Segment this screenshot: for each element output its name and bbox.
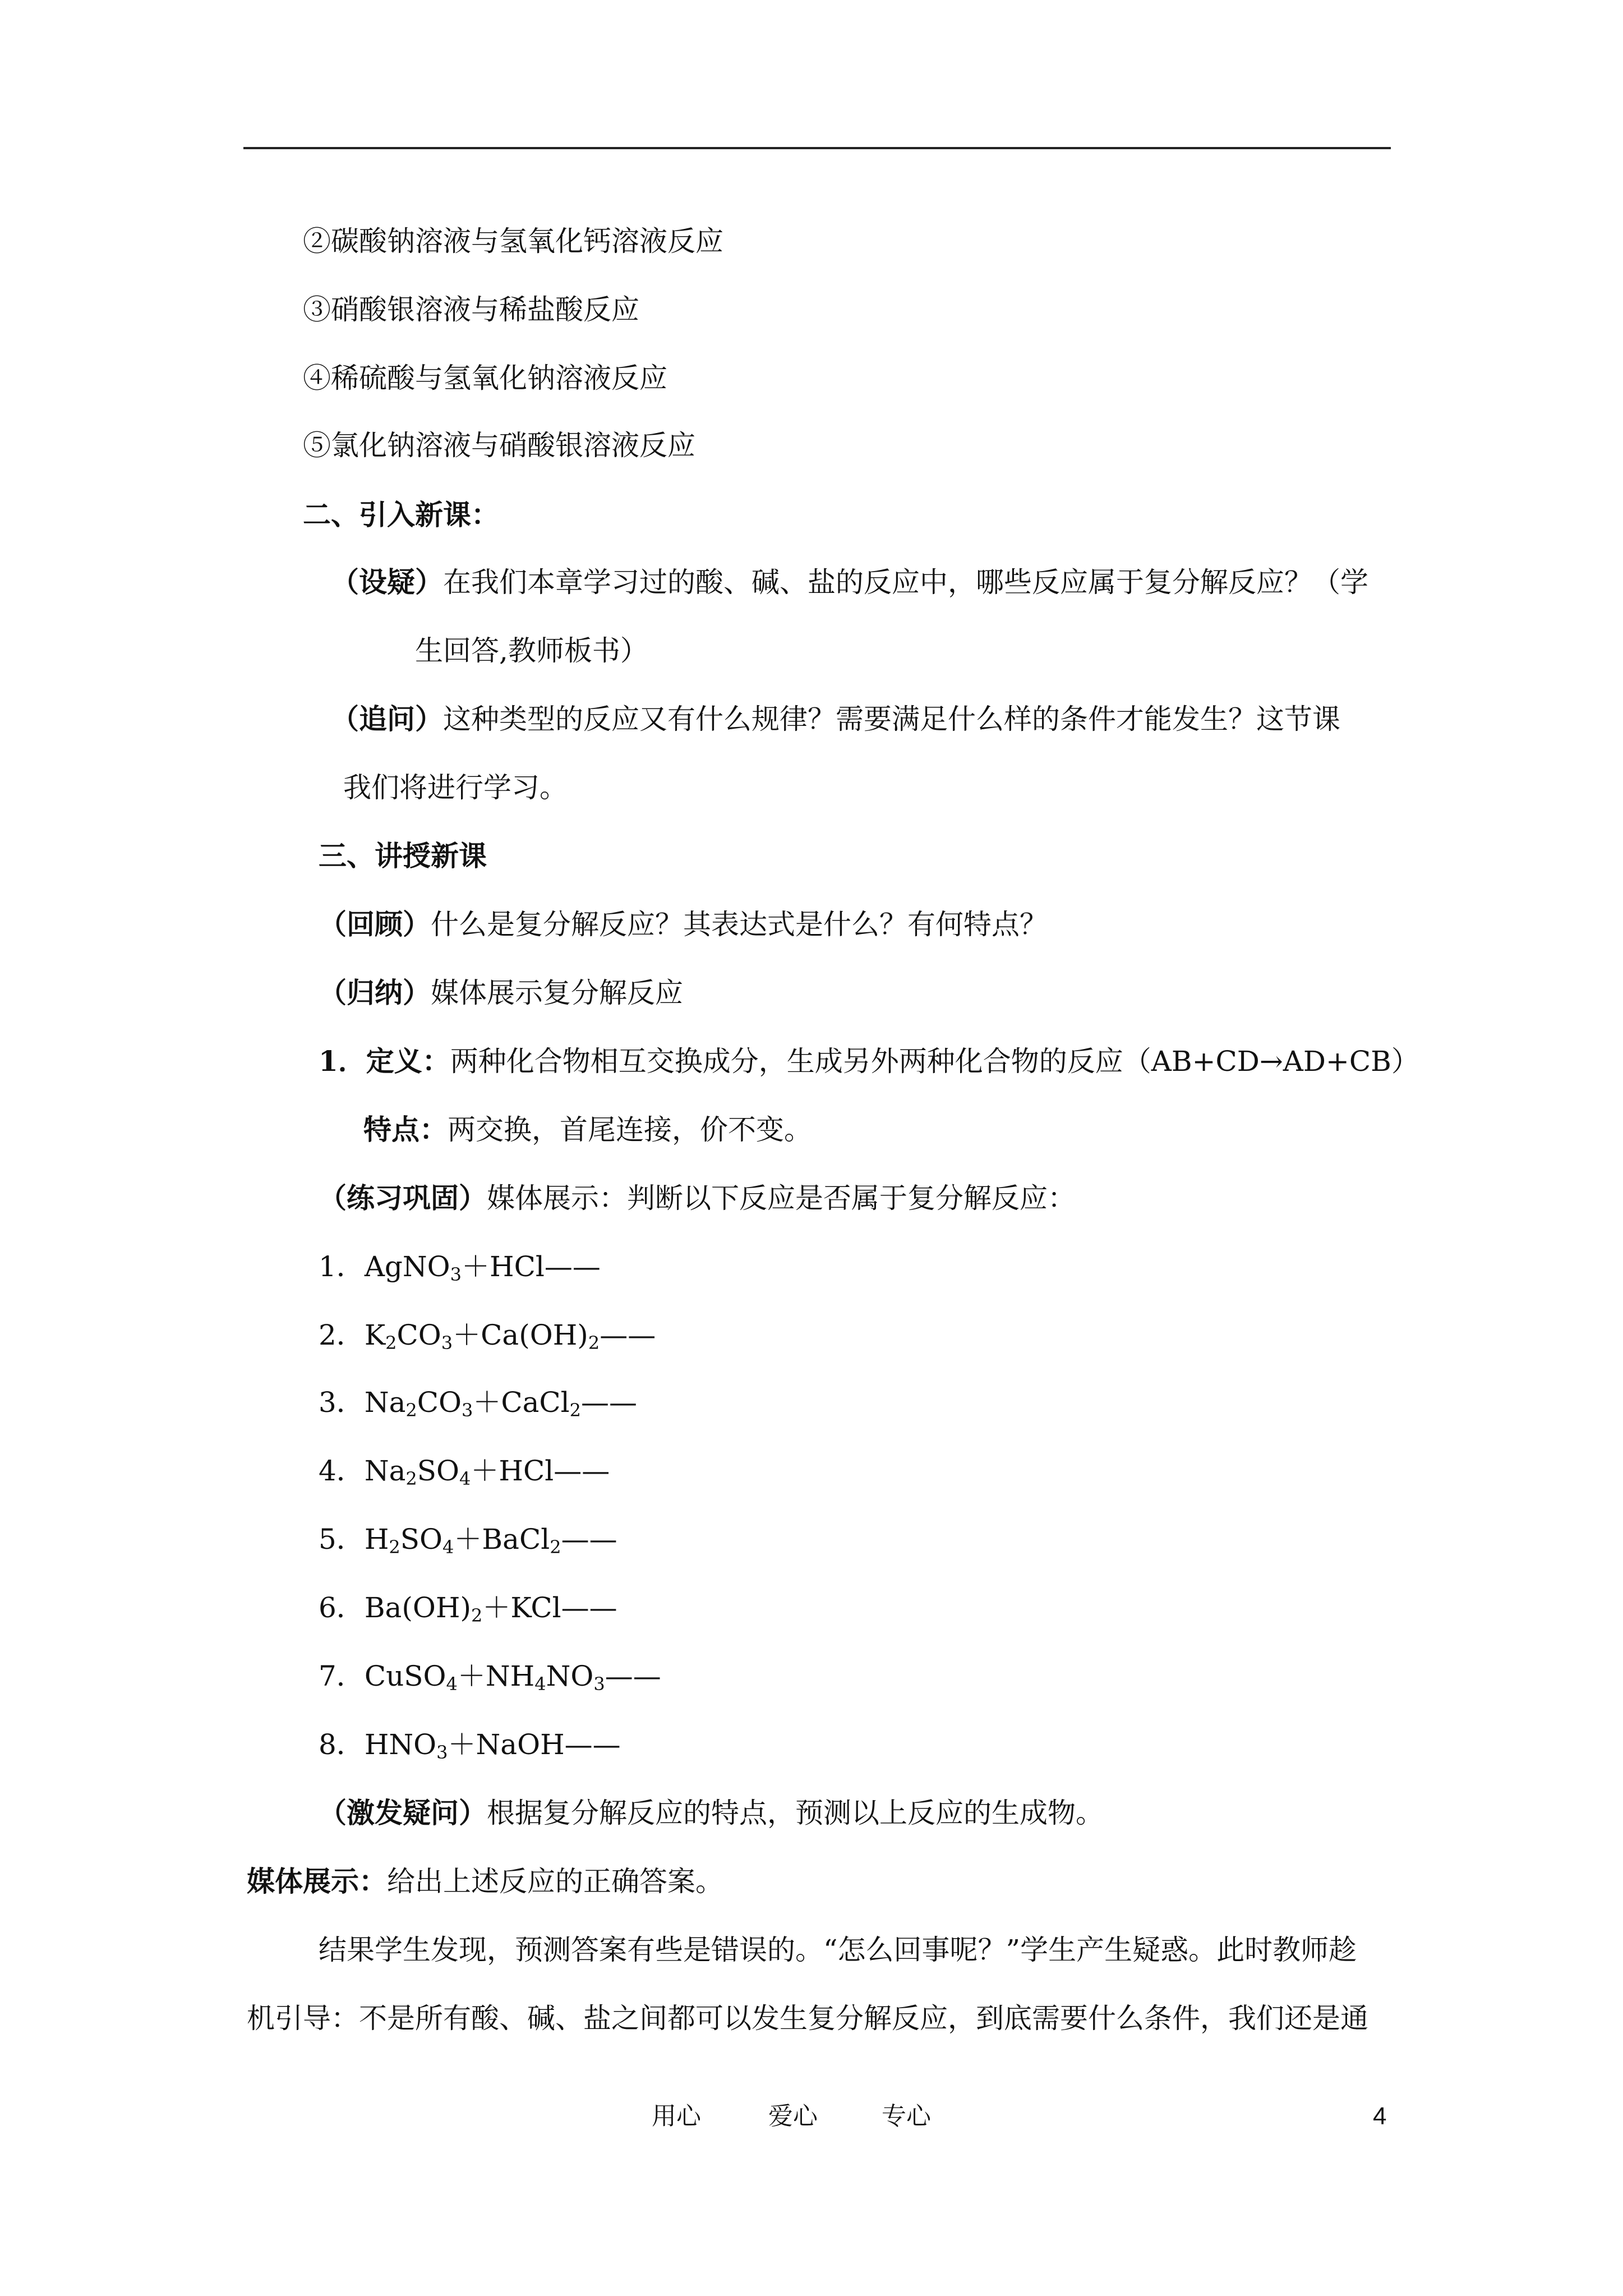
huigu-label: （回顾） — [319, 908, 431, 941]
section-heading-3: 三、讲授新课 — [319, 839, 487, 872]
reaction-4: 4．$Na_2SO_4+HCl——$ — [319, 1455, 610, 1489]
page-number: 4 — [1373, 2102, 1387, 2130]
footer-zhuanxin: 专心 — [882, 2102, 931, 2131]
media-line — [247, 1864, 723, 1899]
shey-text: 在我们本章学习过的酸、碱、盐的反应中，哪些反应属于复分解反应？（学 — [443, 566, 1368, 599]
definition-line — [319, 1043, 1419, 1079]
practice-label: （练习巩固） — [319, 1181, 487, 1214]
shey-line-1 — [331, 564, 1368, 600]
reaction-7: 7．$CuSO_4+NH_4NO_3——$ — [319, 1660, 661, 1695]
features-text: 两交换，首尾连接，价不变。 — [448, 1114, 812, 1146]
paragraph-line-2: 机引导：不是所有酸、碱、盐之间都可以发生复分解反应，到底需要什么条件，我们还是通 — [247, 2002, 1368, 2035]
zhuiwen-line-2: 我们将进行学习。 — [343, 771, 568, 804]
jifa-line — [319, 1795, 1104, 1831]
paragraph-line-1: 结果学生发现，预测答案有些是错误的。“怎么回事呢？”学生产生疑惑。此时教师趁 — [319, 1934, 1357, 1966]
shey-label: （设疑） — [331, 565, 443, 599]
definition-label: 1．定义： — [319, 1045, 450, 1078]
item-3: ③硝酸银溶液与稀盐酸反应 — [303, 293, 639, 326]
huigu-text: 什么是复分解反应？其表达式是什么？有何特点？ — [431, 908, 1048, 941]
footer-yongxin: 用心 — [652, 2102, 701, 2131]
item-2: ②碳酸钠溶液与氢氧化钙溶液反应 — [303, 225, 723, 257]
jifa-text: 根据复分解反应的特点，预测以上反应的生成物。 — [487, 1797, 1104, 1829]
media-text: 给出上述反应的正确答案。 — [387, 1865, 723, 1898]
footer-aixin: 爱心 — [768, 2102, 818, 2131]
practice-line — [319, 1180, 1076, 1216]
reaction-2: 2．$K_2CO_3+Ca(OH)_2——$ — [319, 1319, 656, 1354]
zhuiwen-text: 这种类型的反应又有什么规律？需要满足什么样的条件才能发生？这节课 — [443, 703, 1340, 735]
header-rule — [243, 147, 1391, 149]
zhuiwen-line-1 — [331, 701, 1340, 737]
guina-label: （归纳） — [319, 976, 431, 1009]
features-line — [363, 1112, 812, 1148]
definition-text: 两种化合物相互交换成分，生成另外两种化合物的反应（AB+CD→AD+CB） — [450, 1045, 1419, 1078]
reaction-5: 5．$H_2SO_4+BaCl_2——$ — [319, 1523, 617, 1558]
item-5: ⑤氯化钠溶液与硝酸银溶液反应 — [303, 429, 695, 462]
guina-text: 媒体展示复分解反应 — [431, 977, 683, 1009]
reaction-6: 6．$Ba(OH)_2+KCl——$ — [319, 1591, 617, 1626]
guina-line — [319, 975, 683, 1011]
reaction-3: 3．$Na_2CO_3+CaCl_2——$ — [319, 1386, 638, 1421]
shey-line-2: 生回答,教师板书） — [415, 634, 648, 667]
zhuiwen-label: （追问） — [331, 702, 443, 735]
reaction-8: 8．$HNO_3+NaOH——$ — [319, 1728, 621, 1763]
huigu-line — [319, 907, 1048, 942]
item-4: ④稀硫酸与氢氧化钠溶液反应 — [303, 362, 667, 394]
section-heading-2: 二、引入新课： — [303, 498, 499, 531]
jifa-label: （激发疑问） — [319, 1796, 487, 1829]
features-label: 特点： — [363, 1113, 448, 1146]
media-label: 媒体展示： — [247, 1865, 387, 1898]
reaction-1: 1．AgNO$_3$＋HCl—— — [319, 1250, 601, 1285]
practice-text: 媒体展示：判断以下反应是否属于复分解反应： — [487, 1182, 1076, 1214]
